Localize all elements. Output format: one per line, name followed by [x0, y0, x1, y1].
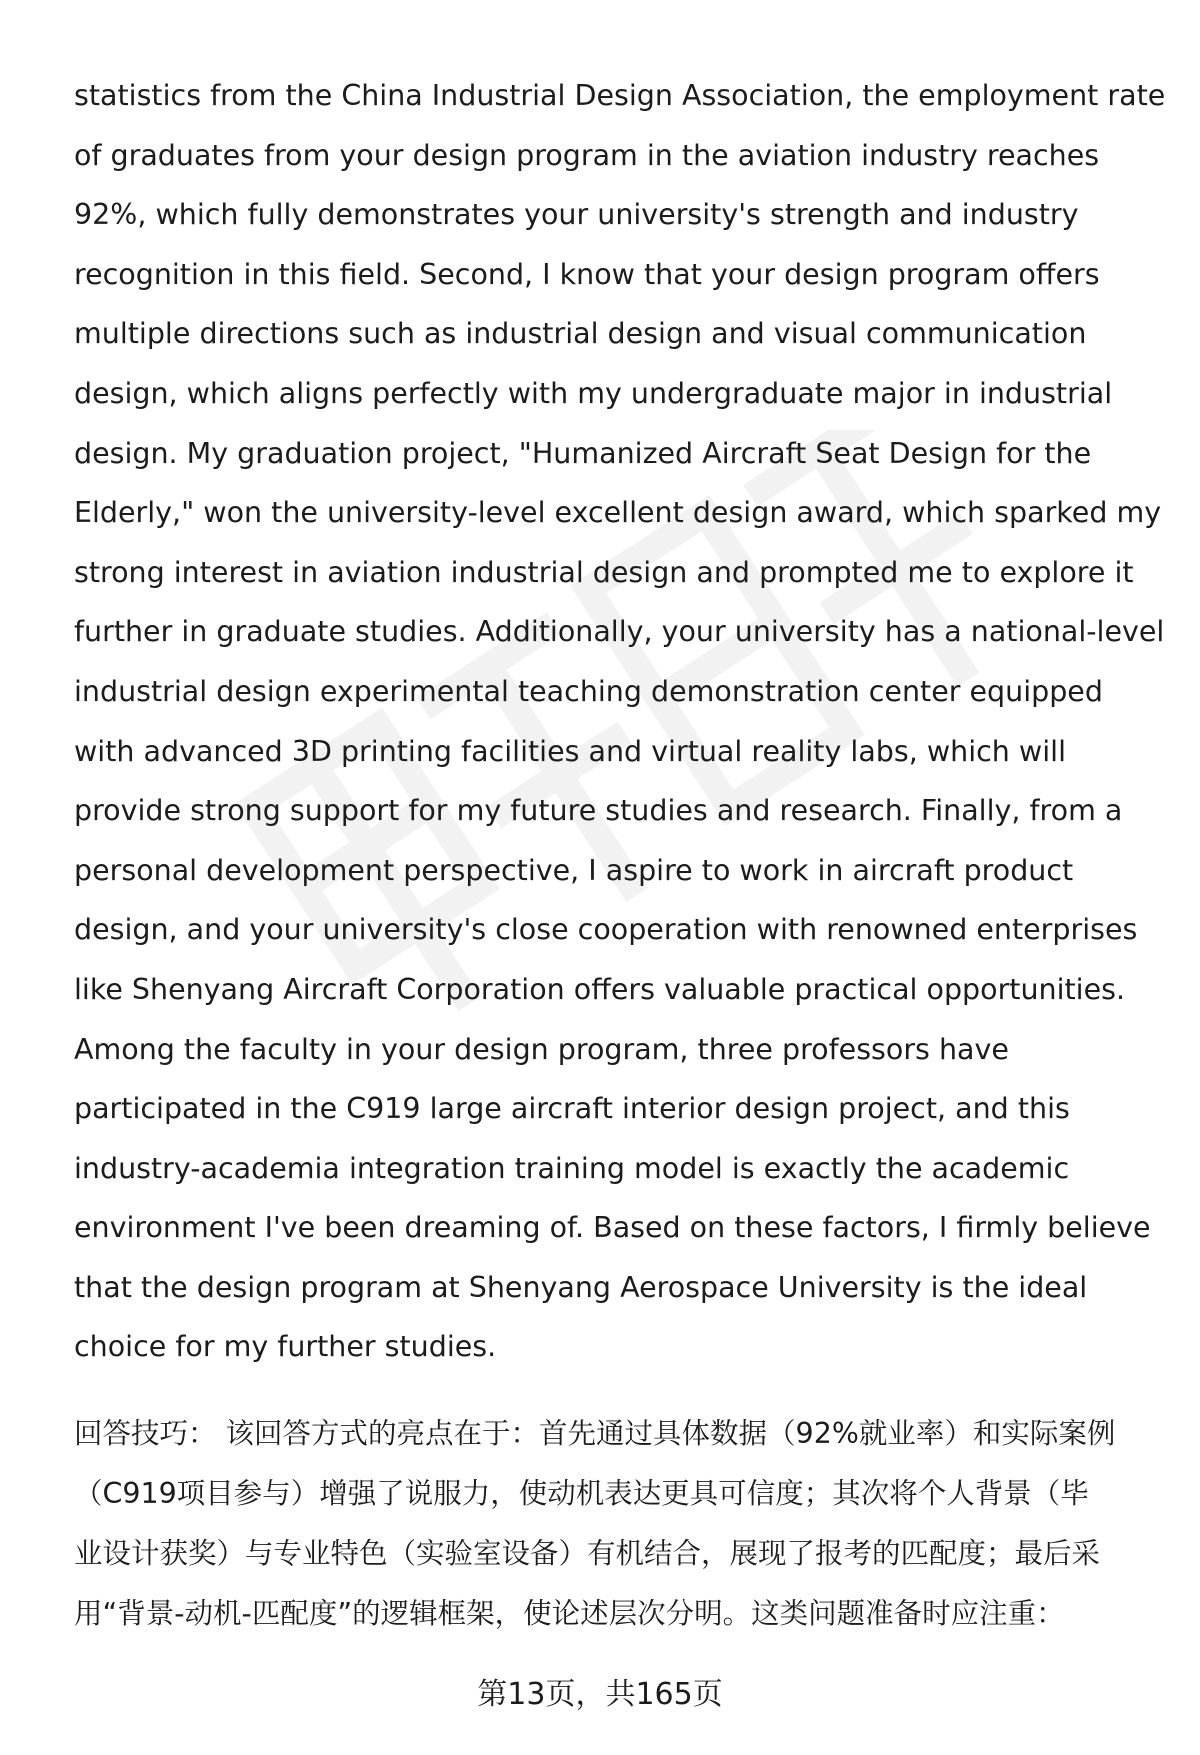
body-line: of graduates from your design program in the aviation industry reaches [74, 138, 1100, 172]
body-line: industrial design experimental teaching demonstration center equipped [74, 674, 1103, 708]
page-number-footer: 第13页，共165页 [477, 1677, 723, 1712]
body-line: design, which aligns perfectly with my undergraduate major in industrial [74, 376, 1113, 410]
body-line: environment I've been dreaming of. Based on these factors, I firmly believe [74, 1211, 1151, 1245]
tip-line: 用“背景-动机-匹配度”的逻辑框架，使论述层次分明。这类问题准备时应注重： [74, 1597, 1065, 1630]
body-line: strong interest in aviation industrial design and prompted me to explore it [74, 555, 1134, 589]
body-line: design. My graduation project, "Humanized Aircraft Seat Design for the [74, 436, 1092, 470]
body-line: participated in the C919 large aircraft interior design project, and this [74, 1092, 1070, 1126]
body-line: like Shenyang Aircraft Corporation offers valuable practical opportunities. [74, 972, 1126, 1006]
tip-line: 业设计获奖）与专业特色（实验室设备）有机结合，展现了报考的匹配度；最后采 [74, 1537, 1101, 1570]
body-line: personal development perspective, I aspire to work in aircraft product [74, 853, 1074, 887]
body-line: further in graduate studies. Additionally, your university has a national-level [74, 615, 1165, 649]
body-line: recognition in this field. Second, I know that your design program offers [74, 257, 1100, 291]
body-line: industry-academia integration training model is exactly the academic [74, 1151, 1070, 1185]
body-line: provide strong support for my future studies and research. Finally, from a [74, 794, 1123, 828]
body-line: statistics from the China Industrial Design Association, the employment rate [74, 79, 1166, 112]
answer-body-text [74, 66, 1164, 1377]
body-line: 92%, which fully demonstrates your university's strength and industry [74, 198, 1079, 232]
body-line: Among the faculty in your design program, three professors have [74, 1032, 1009, 1066]
body-line: that the design program at Shenyang Aerospace University is the ideal [74, 1270, 1088, 1304]
body-line: design, and your university's close cooperation with renowned enterprises [74, 913, 1138, 947]
body-line: Elderly," won the university-level excellent design award, which sparked my [74, 496, 1162, 530]
tip-line: 回答技巧： 该回答方式的亮点在于：首先通过具体数据（92%就业率）和实际案例 [74, 1417, 1116, 1450]
body-line: with advanced 3D printing facilities and virtual reality labs, which will [74, 734, 1066, 768]
body-line: multiple directions such as industrial design and visual communication [74, 317, 1087, 351]
body-line: choice for my further studies. [74, 1330, 497, 1364]
answer-tips-section [74, 1404, 1164, 1644]
tip-line: （C919项目参与）增强了说服力，使动机表达更具可信度；其次将个人背景（毕 [74, 1477, 1089, 1510]
